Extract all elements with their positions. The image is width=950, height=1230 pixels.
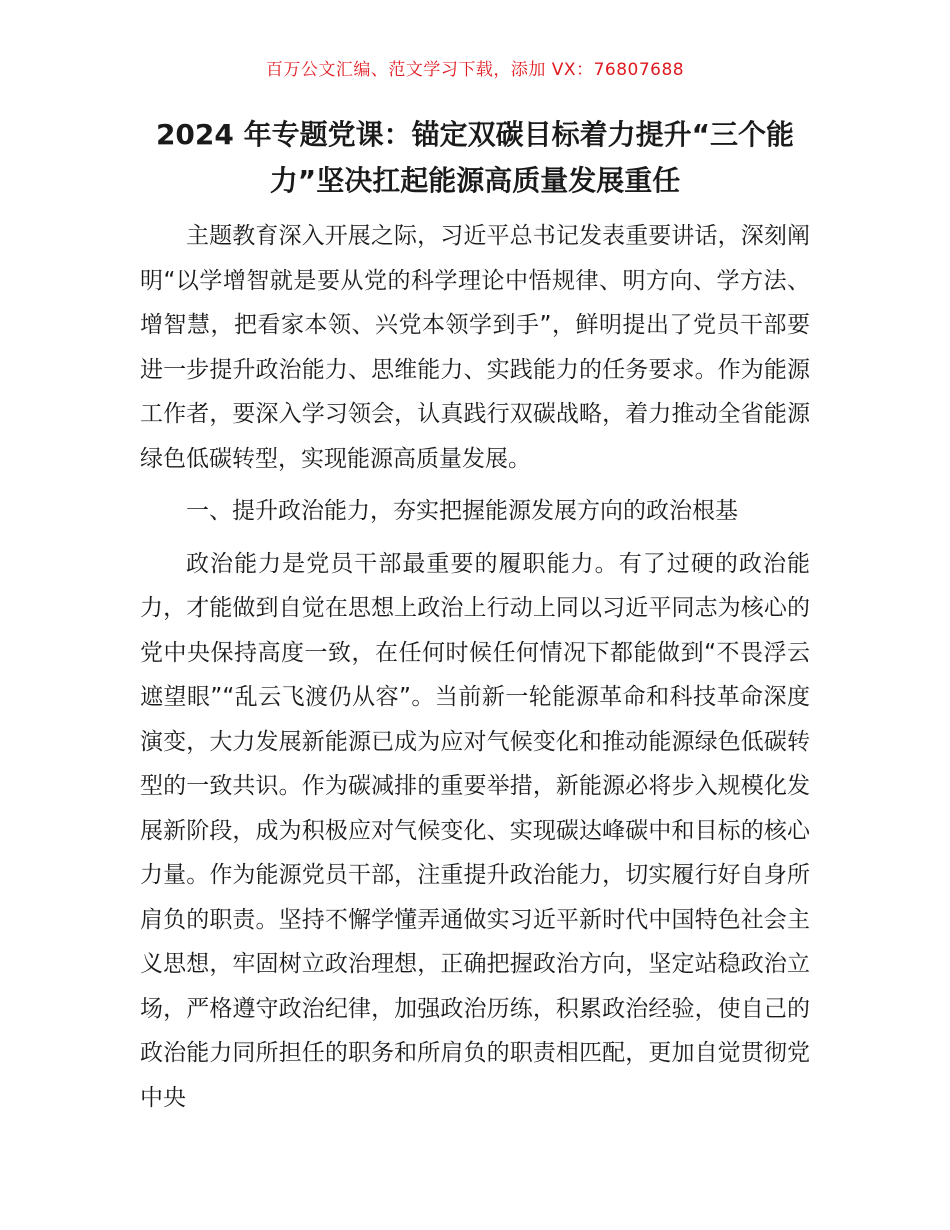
document-body bbox=[140, 214, 810, 1120]
promo-header-text: 百万公文汇编、范文学习下载，添加 VX：76807688 bbox=[265, 60, 685, 80]
section-heading-1: 一、提升政治能力，夯实把握能源发展方向的政治根基 bbox=[186, 498, 738, 524]
paragraph-intro: 主题教育深入开展之际，习近平总书记发表重要讲话，深刻阐明“以学增智就是要从党的科学理论中悟规律、明方向、学方法、增智慧，把看家本领、兴党本领学到手”，鲜明提出了党员干部要进一步提升政治能力、思维能力、实践能力的任务要求。作为能源工作者，要深入学习领会，认真践行双碳战略，着力推动全省能源绿色低碳转型，实现能源高质量发展。 bbox=[140, 223, 810, 472]
document-title: 2024 年专题党课：锚定双碳目标着力提升“三个能力”坚决扛起能源高质量发展重任 bbox=[155, 118, 795, 197]
paragraph-section-1: 政治能力是党员干部最重要的履职能力。有了过硬的政治能力，才能做到自觉在思想上政治上行动上同以习近平同志为核心的党中央保持高度一致，在任何时候任何情况下都能做到“不畏浮云遮望眼”“乱云飞渡仍从容”。当前新一轮能源革命和科技革命深度演变，大力发展新能源已成为应对气候变化和推动能源绿色低碳转型的一致共识。作为碳减排的重要举措，新能源必将步入规模化发展新阶段，成为积极应对气候变化、实现碳达峰碳中和目标的核心力量。作为能源党员干部，注重提升政治能力，切实履行好自身所肩负的职责。坚持不懈学懂弄通做实习近平新时代中国特色社会主义思想，牢固树立政治理想，正确把握政治方向，坚定站稳政治立场，严格遵守政治纪律，加强政治历练，积累政治经验，使自己的政治能力同所担任的职务和所肩负的职责相匹配，更加自觉贯彻党中央 bbox=[140, 550, 810, 1111]
